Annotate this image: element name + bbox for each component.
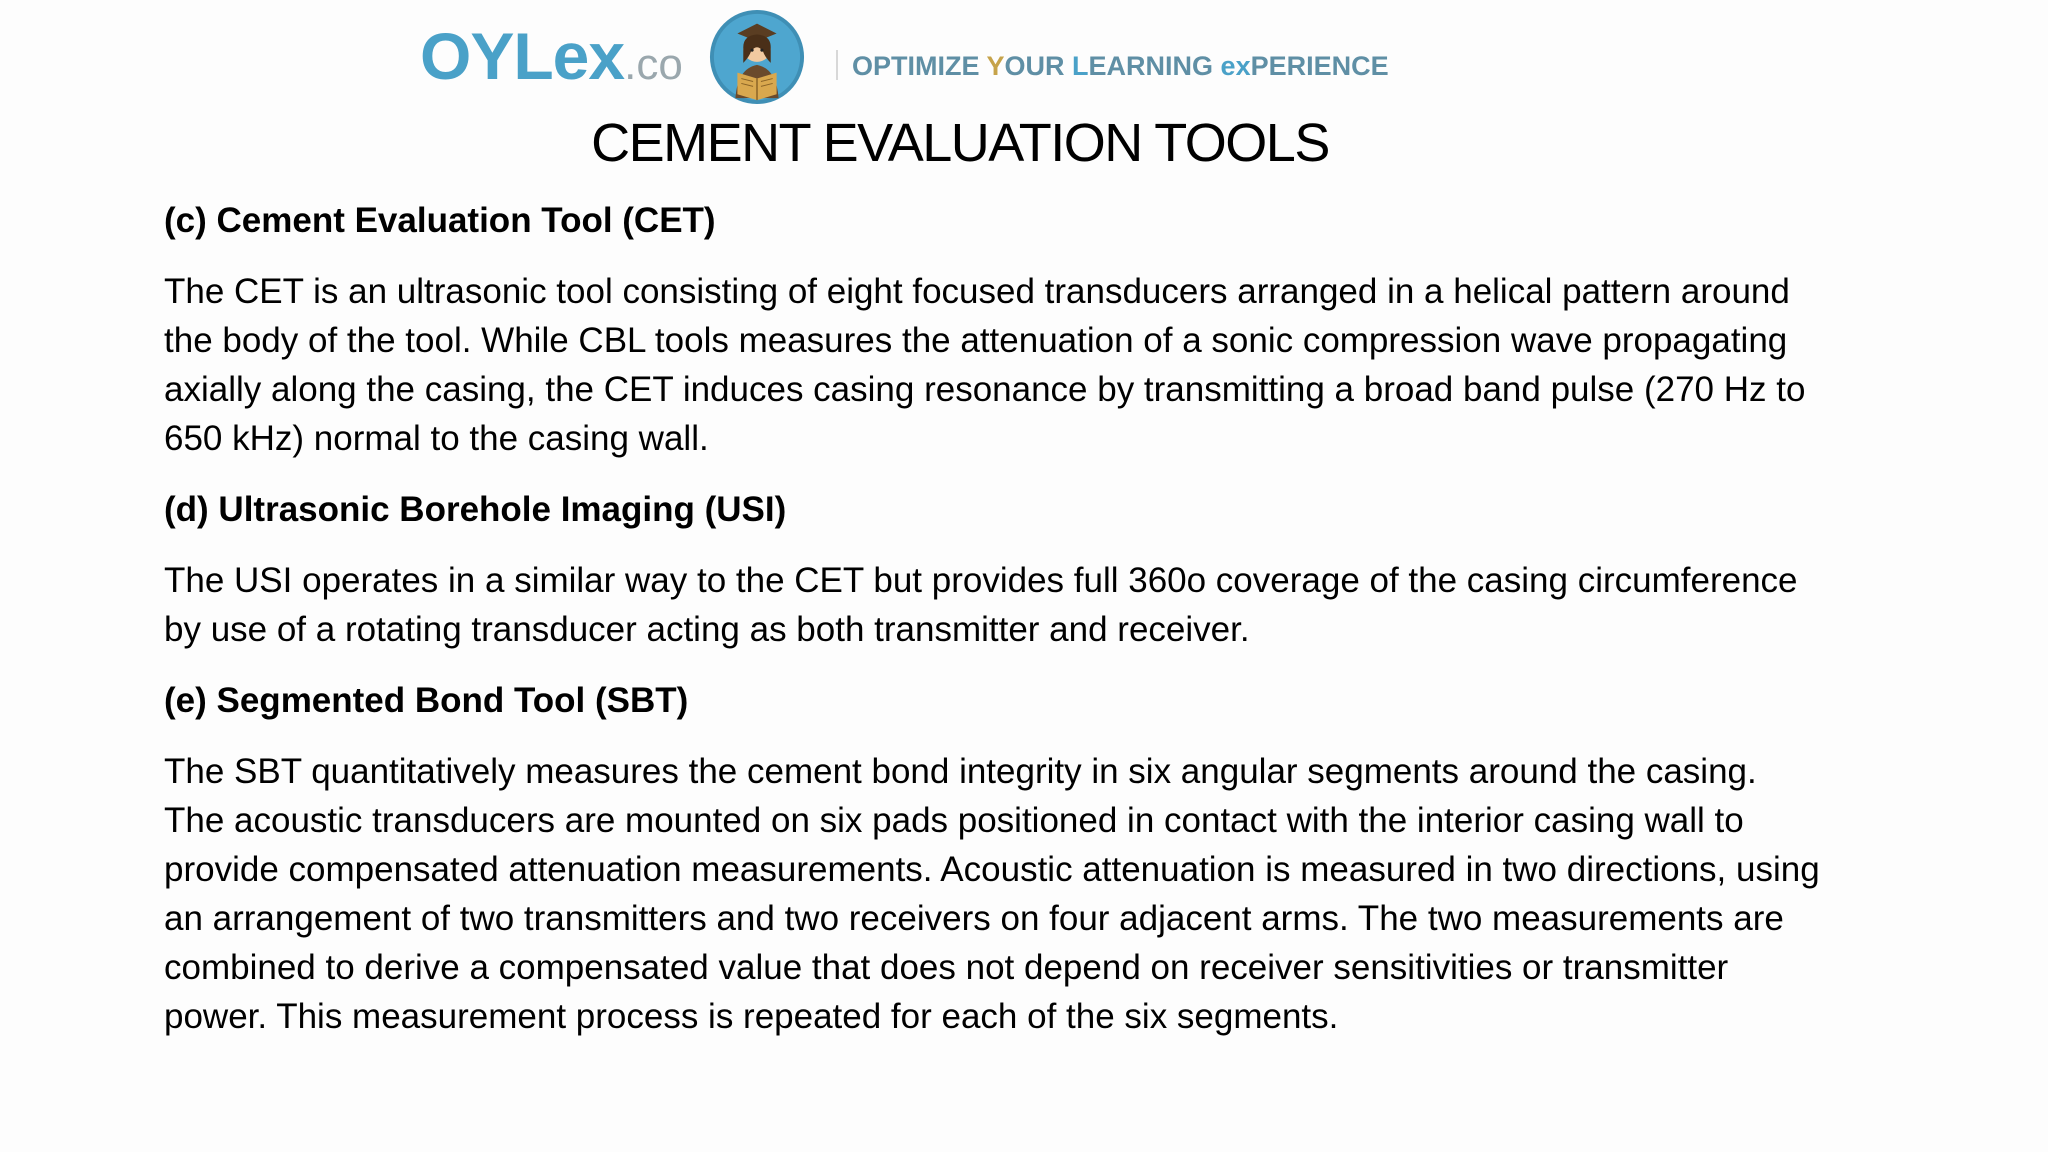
tagline-divider [836, 50, 838, 80]
tagline-part: OPTIMIZE [852, 51, 987, 81]
tagline-part: PERIENCE [1250, 51, 1389, 81]
tagline-part: L [1072, 51, 1089, 81]
section-body: The USI operates in a similar way to the CET but provides full 360o coverage of the casing circumference by use of a rotating transducer acting as both transmitter and receiver. [164, 561, 1798, 649]
logo-domain-suffix: .co [624, 40, 683, 89]
section-body: The SBT quantitatively measures the cement bond integrity in six angular segments around the casing. The acoustic transducers are mounted on six pads positioned in contact with the interior casing wall to provide compensated attenuation measurements. Acoustic attenuation is measured in two directions, using an arrangement of two transmitters and two receivers on four adjacent arms. The two measurements are combined to derive a compensated value that does not depend on receiver sensitivities or transmitter power. This measurement process is repeated for each of the six segments. [164, 752, 1820, 1036]
brand-header [420, 4, 1460, 104]
slide-content [164, 196, 1824, 1063]
section-sbt [164, 676, 1824, 1041]
section-heading: (d) Ultrasonic Borehole Imaging (USI) [164, 490, 787, 529]
page-title: CEMENT EVALUATION TOOLS [591, 113, 1329, 173]
tagline-part: EARNING [1088, 51, 1221, 81]
section-usi [164, 485, 1824, 654]
section-heading: (c) Cement Evaluation Tool (CET) [164, 201, 716, 240]
section-heading: (e) Segmented Bond Tool (SBT) [164, 681, 689, 720]
oylex-logo [420, 18, 683, 98]
tagline-part: Y [986, 51, 1005, 81]
logo-wordmark: OYLex [420, 19, 625, 93]
section-body: The CET is an ultrasonic tool consisting of eight focused transducers arranged in a helical pattern around the body of the tool. While CBL tools measures the attenuation of a sonic compression wave propagating axially along the casing, the CET induces casing resonance by transmitting a broad band pulse (270 Hz to 650 kHz) normal to the casing wall. [164, 272, 1806, 458]
tagline-part: OUR [1004, 51, 1073, 81]
reading-owl-mascot-icon [708, 8, 806, 106]
tagline-part: ex [1220, 51, 1251, 81]
brand-tagline [852, 51, 1389, 82]
section-cet [164, 196, 1824, 463]
